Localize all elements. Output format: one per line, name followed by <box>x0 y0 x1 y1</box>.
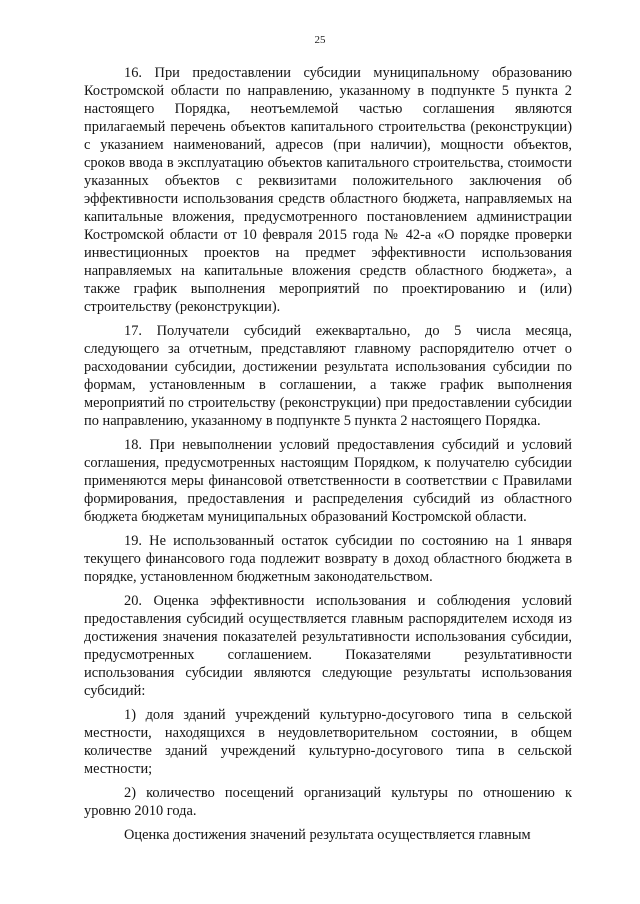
document-body <box>84 64 572 848</box>
list-item-2: 2) количество посещений организаций культуры по отношению к уровню 2010 года. <box>84 785 572 819</box>
paragraph-18: 18. При невыполнении условий предоставления субсидий и условий соглашения, предусмотренных настоящим Порядком, к получателю субсидии применяются меры финансовой ответственности в соответствии с Правилами формирования, предоставления и распределения субсидий из областного бюджета бюджетам муниципальных образований Костромской области. <box>84 437 572 525</box>
list-item-1: 1) доля зданий учреждений культурно-досугового типа в сельской местности, находящихся в неудовлетворительном состоянии, в общем количестве зданий учреждений культурно-досугового типа в сельской местности; <box>84 707 572 777</box>
paragraph-20: 20. Оценка эффективности использования и соблюдения условий предоставления субсидий осуществляется главным распорядителем исходя из достижения значения показателей результативности использования субсидии, предусмотренных соглашением. Показателями результативности использования субсидии являются следующие результаты использования субсидий: <box>84 593 572 699</box>
paragraph-17: 17. Получатели субсидий ежеквартально, до 5 числа месяца, следующего за отчетным, представляют главному распорядителю отчет о расходовании субсидии, достижении результата использования субсидии по формам, установленным в соглашении, а также график выполнения мероприятий по строительству (реконструкции) при предоставлении субсидии по направлению, указанному в подпункте 5 пункта 2 настоящего Порядка. <box>84 323 572 429</box>
paragraph-19: 19. Не использованный остаток субсидии по состоянию на 1 января текущего финансового года подлежит возврату в доход областного бюджета в порядке, установленном бюджетным законодательством. <box>84 533 572 585</box>
paragraph-16: 16. При предоставлении субсидии муниципальному образованию Костромской области по направлению, указанному в подпункте 5 пункта 2 настоящего Порядка, неотъемлемой частью соглашения являются прилагаемый перечень объектов капитального строительства (реконструкции) с указанием наименований, адресов (при наличии), мощности объектов, сроков ввода в эксплуатацию объектов капитального строительства, стоимости указанных объектов с реквизитами положительного заключения об эффективности использования средств областного бюджета, направляемых на капитальные вложения, предусмотренного постановлением администрации Костромской области от 10 февраля 2015 года № 42-а «О порядке проверки инвестиционных проектов на предмет эффективности использования направляемых на капитальные вложения средств областного бюджета», а также график выполнения мероприятий по проектированию и (или) строительству (реконструкции). <box>84 65 572 315</box>
paragraph-assessment: Оценка достижения значений результата осуществляется главным <box>124 827 531 843</box>
page-number: 25 <box>314 34 326 46</box>
